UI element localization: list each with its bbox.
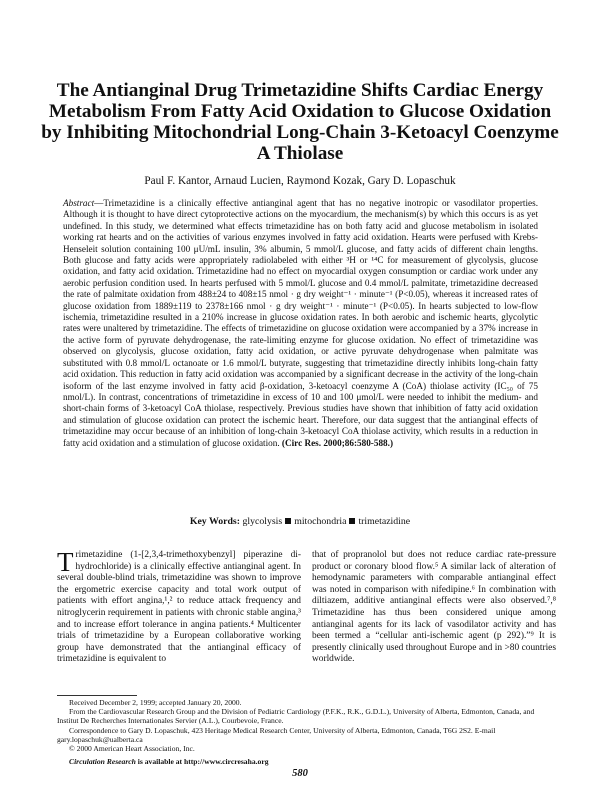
body-paragraph (57, 547, 301, 666)
abstract (63, 198, 538, 449)
body-column-right (312, 550, 556, 666)
correspondence-note: Correspondence to Gary D. Lopaschuk, 423 Heritage Medical Research Center, University of Alberta, Edmonton, Canada, T6G 2S2. E-mail gary.lopaschuk@ualberta.ca (57, 725, 496, 744)
copyright-note: © 2000 American Heart Association, Inc. (69, 744, 195, 754)
body-text-left: rimetazidine (1-[2,3,4-trimethoxybenzyl] piperazine di-hydrochloride) is a clinically effective antianginal agent. In several double-blind trials, trimetazidine was shown to improve the ergometric exercise capacity and total work output of patients with effort angina,¹,² to reduce attack frequency and nitroglycerin requirement in patients with chronic stable angina,³ and to increase effort tolerance in angina patients.⁴ Multicenter trials of trimetazidine by a European collaborative working group have demonstrated that the antianginal efficacy of trimetazidine is equivalent to (57, 550, 301, 665)
received-date: Received December 2, 1999; accepted January 20, 2000. (69, 698, 242, 707)
author-list: Paul F. Kantor, Arnaud Lucien, Raymond Kozak, Gary D. Lopaschuk (144, 175, 456, 187)
square-bullet-icon (285, 518, 291, 524)
abstract-citation: (Circ Res. 2000;86:580-588.) (281, 437, 393, 448)
availability-text: is available at http://www.circresaha.org (135, 757, 269, 767)
keyword-item: glycolysis (242, 516, 283, 527)
keywords (40, 516, 560, 528)
abstract-body: —Trimetazidine is a clinically effective antianginal agent that has no negative inotropic or vasodilator properties. Although it is thought to have direct cytoprotective actions on the myocardium, the mechanism(s) by which this occurs is as yet undefined. In this study, we determined what effects trimetazidine has on both fatty acid and glucose metabolism in isolated working rat hearts and on the activities of various enzymes involved in fatty acid oxidation. Hearts were perfused with Krebs-Henseleit solution containing 100 μU/mL insulin, 3% albumin, 5 mmol/L glucose, and fatty acids of different chain lengths. Both glucose and fatty acids were appropriately radiolabeled with either ³H or ¹⁴C for measurement of glycolysis, glucose oxidation, and fatty acid oxidation. Trimetazidine had no effect on myocardial oxygen consumption or cardiac work under any aerobic perfusion condition used. In hearts perfused with 5 mmol/L glucose and 0.4 mmol/L palmitate, trimetazidine decreased the rate of palmitate oxidation from 488±24 to 408±15 nmol · g dry weight⁻¹ · minute⁻¹ (P<0.05), whereas it increased rates of glucose oxidation from 1889±119 to 2378±166 nmol · g dry weight⁻¹ · minute⁻¹ (P<0.05). In hearts subjected to low-flow ischemia, trimetazidine resulted in a 210% increase in glucose oxidation rates. In both aerobic and ischemic hearts, glycolytic rates were unaltered by trimetazidine. The effects of trimetazidine on glucose oxidation were accompanied by a 37% increase in the active form of pyruvate dehydrogenase, the rate-limiting enzyme for glucose oxidation. No effect of trimetazidine was observed on glycolysis, glucose oxidation, fatty acid oxidation, or active pyruvate dehydrogenase when palmitate was substituted with 0.8 mmol/L octanoate or 1.6 mmol/L butyrate, suggesting that trimetazidine directly inhibits long-chain fatty acid oxidation. This reduction in fatty acid oxidation was accompanied by a significant decrease in the activity of the long-chain isoform of the last enzyme involved in fatty acid β-oxidation, 3-ketoacyl coenzyme A (CoA) thiolase activity (IC₅₀ of 75 nmol/L). In contrast, concentrations of trimetazidine in excess of 10 and 100 μmol/L were needed to inhibit the medium- and short-chain forms of 3-ketoacyl CoA thiolase, respectively. Previous studies have shown that inhibition of fatty acid oxidation and stimulation of glucose oxidation can protect the ischemic heart. Therefore, our data suggest that the antianginal effects of trimetazidine may occur because of an inhibition of long-chain 3-ketoacyl CoA thiolase activity, which results in a reduction in fatty acid oxidation and a stimulation of glucose oxidation. (63, 198, 538, 448)
affiliation-note: From the Cardiovascular Research Group and the Division of Pediatric Cardiology (P.F.K., R.K., G.D.L.), University of Alberta, Edmonton, Canada, and Institut De Recherches Internationales Servier (A.L.), Courbevoie, France. (57, 707, 535, 726)
footnote-divider (57, 695, 137, 696)
page-number: 580 (292, 768, 308, 779)
availability-note (57, 757, 557, 766)
footnotes (57, 698, 557, 766)
body-column-left (57, 547, 301, 666)
square-bullet-icon (349, 518, 355, 524)
body-text-right: that of propranolol but does not reduce cardiac rate-pressure product or coronary blood flow.⁵ A similar lack of alteration of hemodynamic parameters with comparable antianginal effect was noted in comparison with nifedipine.⁶ In combination with diltiazem, additive antianginal effects were also observed.⁷,⁸ Trimetazidine has thus been considered unique among antianginal agents for its lack of vasodilator activity and has been termed a “cellular anti-ischemic agent (p 292).”⁹ It is presently clinically used throughout Europe and in >80 countries worldwide. (312, 550, 556, 665)
drop-cap: T (57, 547, 74, 577)
keywords-label: Key Words: (189, 516, 241, 527)
journal-name: Circulation Research (69, 757, 136, 767)
abstract-lead: Abstract (63, 198, 95, 208)
article-title: The Antianginal Drug Trimetazidine Shifts Cardiac Energy Metabolism From Fatty Acid Oxidation to Glucose Oxidation by Inhibiting Mitochondrial Long-Chain 3-Ketoacyl Coenzyme A Thiolase (41, 80, 559, 164)
keyword-item: trimetazidine (358, 516, 411, 527)
keyword-item: mitochondria (294, 516, 347, 527)
